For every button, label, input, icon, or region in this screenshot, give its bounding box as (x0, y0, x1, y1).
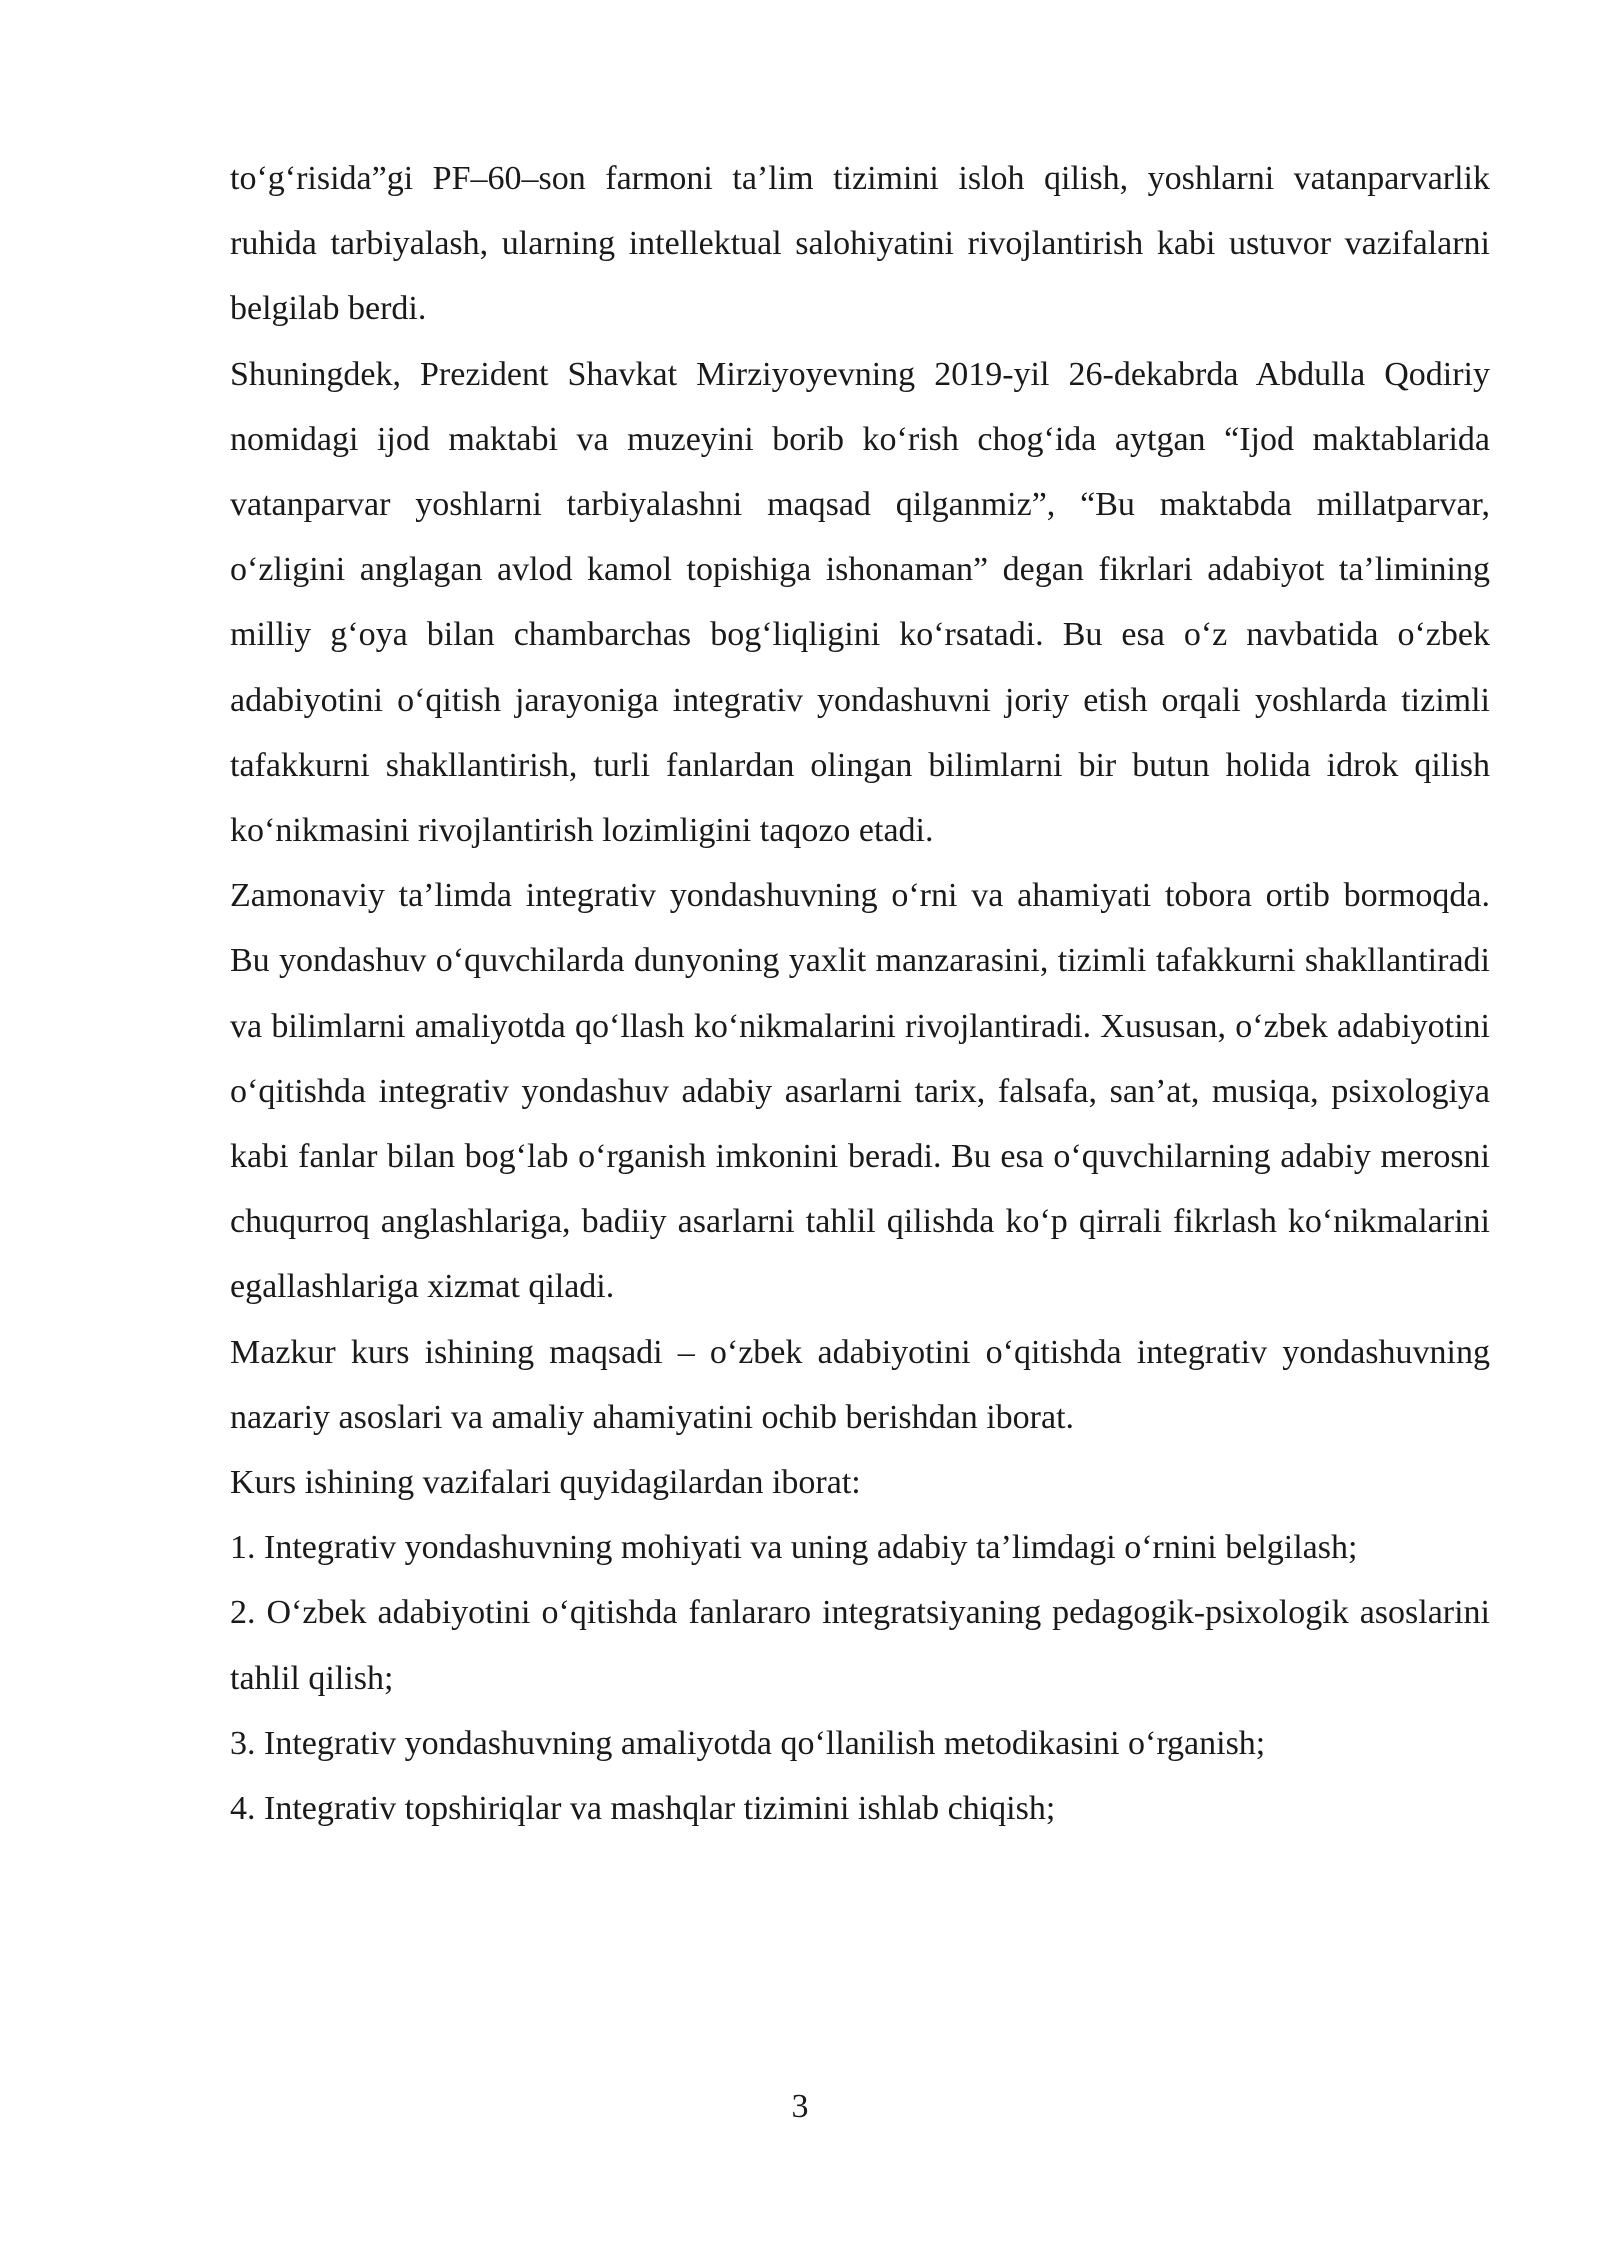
paragraph-decree: to‘g‘risida”gi PF–60–son farmoni ta’lim tizimini isloh qilish, yoshlarni vatanparvarlik ruhida tarbiyalash, ularning intellektual salohiyatini rivojlantirish kabi ustuvor vazifalarni belgilab berdi. (230, 160, 1490, 328)
page-body (230, 146, 1490, 1841)
paragraph-tasks-intro: Kurs ishining vazifalari quyidagilardan iborat: (230, 1464, 861, 1502)
task-item-1: 1. Integrativ yondashuvning mohiyati va uning adabiy ta’limdagi o‘rnini belgilash; (230, 1529, 1358, 1567)
page-number: 3 (791, 2088, 809, 2125)
task-item-4: 4. Integrativ topshiriqlar va mashqlar tizimini ishlab chiqish; (230, 1790, 1056, 1828)
task-item-3: 3. Integrativ yondashuvning amaliyotda qo‘llanilish metodikasini o‘rganish; (230, 1724, 1266, 1762)
paragraph-goal: Mazkur kurs ishining maqsadi – o‘zbek adabiyotini o‘qitishda integrativ yondashuvning nazariy asoslari va amaliy ahamiyatini ochib berishdan iborat. (230, 1333, 1490, 1436)
paragraph-president-quote: Shuningdek, Prezident Shavkat Mirziyoyevning 2019-yil 26-dekabrda Abdulla Qodiriy nomidagi ijod maktabi va muzeyini borib ko‘rish chog‘ida aytgan “Ijod maktablarida vatanparvar yoshlarni tarbiyalashni maqsad qilganmiz”, “Bu maktabda millatparvar, o‘zligini anglagan avlod kamol topishiga ishonaman” degan fikrlari adabiyot ta’limining milliy g‘oya bilan chambarchas bog‘liqligini ko‘rsatadi. Bu esa o‘z navbatida o‘zbek adabiyotini o‘qitish jarayoniga integrativ yondashuvni joriy etish orqali yoshlarda tizimli tafakkurni shakllantirish, turli fanlardan olingan bilimlarni bir butun holida idrok qilish ko‘nikmasini rivojlantirish lozimligini taqozo etadi. (230, 355, 1490, 850)
paragraph-integrative-approach: Zamonaviy ta’limda integrativ yondashuvning o‘rni va ahamiyati tobora ortib bormoqda. Bu yondashuv o‘quvchilarda dunyoning yaxlit manzarasini, tizimli tafakkurni shakllantiradi va bilimlarni amaliyotda qo‘llash ko‘nikmalarini rivojlantiradi. Xususan, o‘zbek adabiyotini o‘qitishda integrativ yondashuv adabiy asarlarni tarix, falsafa, san’at, musiqa, psixologiya kabi fanlar bilan bog‘lab o‘rganish imkonini beradi. Bu esa o‘quvchilarning adabiy merosni chuqurroq anglashlariga, badiiy asarlarni tahlil qilishda ko‘p qirrali fikrlash ko‘nikmalarini egallashlariga xizmat qiladi. (230, 877, 1490, 1306)
task-item-2: 2. O‘zbek adabiyotini o‘qitishda fanlararo integratsiyaning pedagogik-psixologik asoslarini tahlil qilish; (230, 1594, 1490, 1697)
